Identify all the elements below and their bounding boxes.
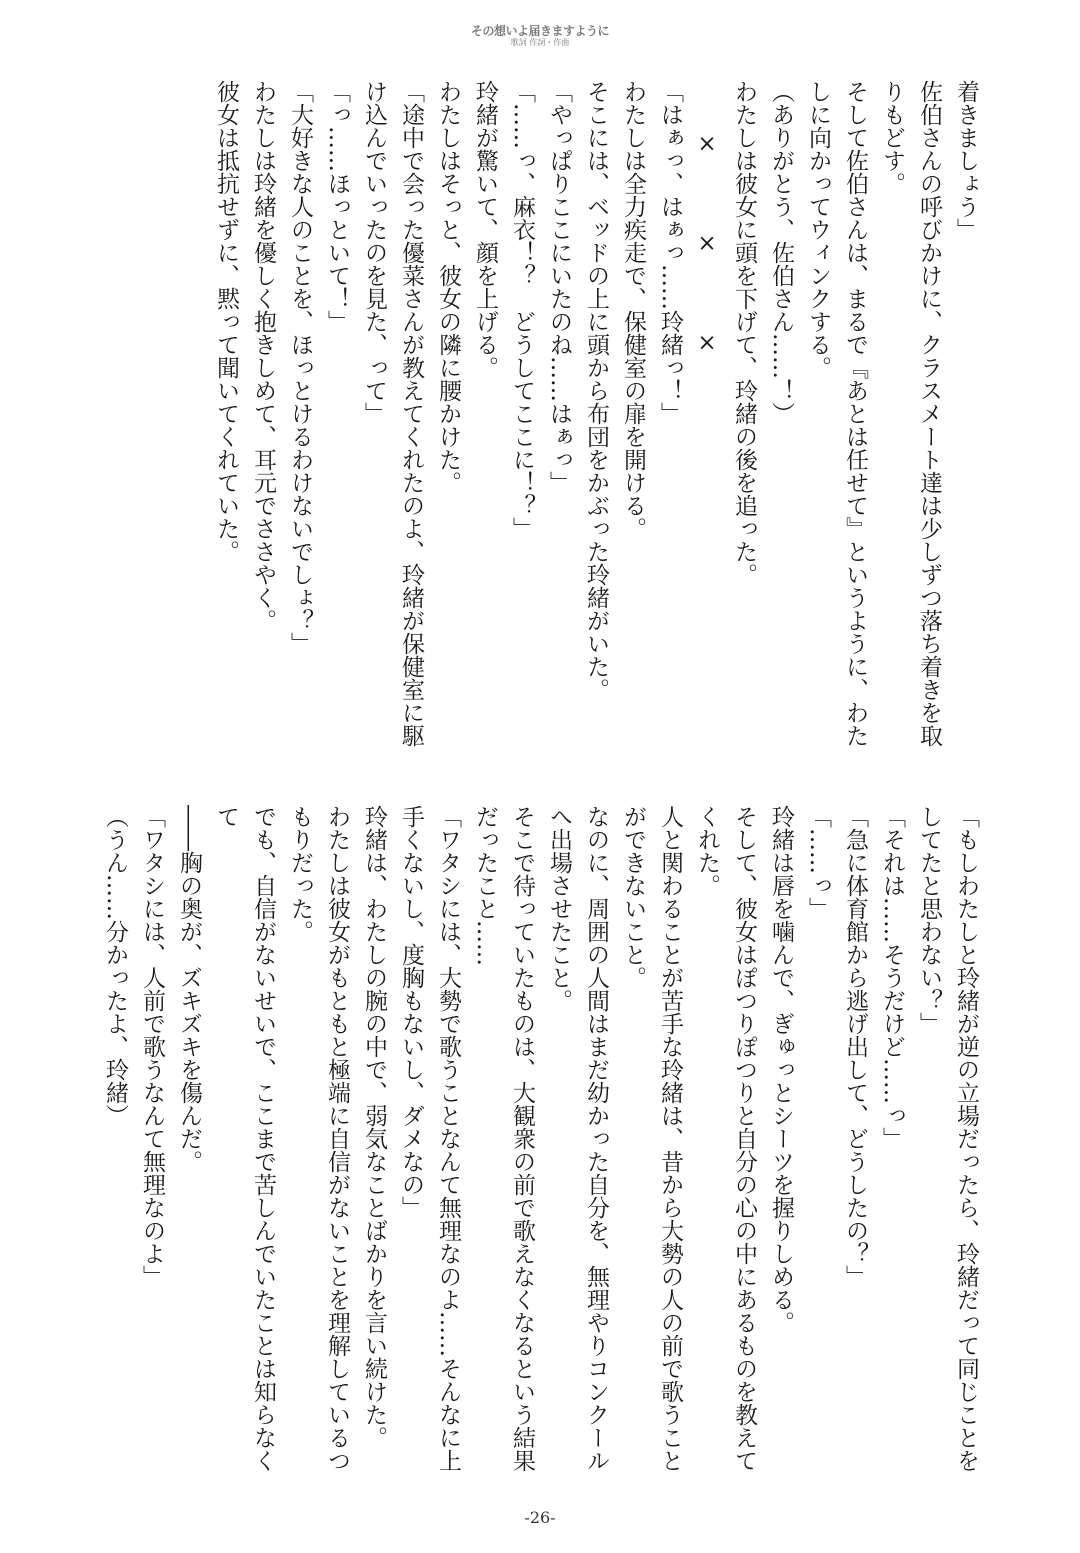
paragraph: 「それは……そうだけど……っ」 — [879, 805, 905, 1150]
paragraph: 玲緒は、わたしの腕の中で、弱気なことばかりを言い続けた。 — [361, 805, 387, 1449]
paragraph: そして佐伯さんは、まるで『あとは任せて』というように、わたしに向かってウィンクする。 — [805, 80, 868, 747]
page-number: -26- — [524, 1508, 556, 1527]
paragraph: 「……っ、麻衣！？ どうしてここに！？」 — [509, 80, 535, 540]
paragraph: 玲緒が驚いて、顔を上げる。 — [472, 80, 498, 379]
paragraph: （ありがとう、佐伯さん……！） — [768, 80, 794, 425]
paragraph: でも、自信がないせいで、ここまで苦しんでいたことは知らなくて — [213, 805, 276, 1472]
paragraph: 「……っ」 — [805, 805, 831, 920]
paragraph: 佐伯さんの呼びかけに、クラスメート達は少しずつ落ち着きを取りもどす。 — [879, 80, 942, 747]
paragraph: 「大好きな人のことを、ほっとけるわけないでしょ？」 — [287, 80, 313, 655]
scene-separator: × × × — [694, 130, 720, 382]
paragraph: 着きましょう」 — [953, 80, 979, 241]
paragraph: 「っ……ほっといて！」 — [324, 80, 350, 333]
paragraph: 「はぁっ、はぁっ……玲緒っ！」 — [657, 80, 683, 425]
paragraph: 玲緒は唇を噛んで、ぎゅっとシーツを握りしめる。 — [768, 805, 794, 1334]
paragraph: 人と関わることが苦手な玲緒は、昔から大勢の人の前で歌うことができないこと。 — [620, 805, 683, 1472]
paragraph: （うん……分かったよ、玲緒） — [102, 805, 128, 1127]
paragraph: そこには、ベッドの上に頭から布団をかぶった玲緒がいた。 — [583, 80, 609, 701]
paragraph: 「急に体育館から逃げ出して、どうしたの？」 — [842, 805, 868, 1288]
page-header — [470, 24, 610, 48]
paragraph: 「ワタシには、人前で歌うなんて無理なのよ」 — [139, 805, 165, 1288]
paragraph: そこで待っていたものは、大観衆の前で歌えなくなるという結果だったこと…… — [472, 805, 535, 1472]
text-block-upper — [213, 80, 984, 760]
header-subtitle: 歌詞 作詞・作曲 — [510, 38, 570, 47]
paragraph: わたしは彼女に頭を下げて、玲緒の後を追った。 — [731, 80, 757, 586]
paragraph: わたしは全力疾走で、保健室の扉を開ける。 — [620, 80, 646, 540]
header-title: その想いよ届きますように — [470, 24, 609, 38]
paragraph: 「ワタシには、大勢で歌うことなんて無理なのよ……そんなに上手くないし、度胸もないし、ダメなの」 — [398, 805, 461, 1472]
paragraph: わたしはそっと、彼女の隣に腰かけた。 — [435, 80, 461, 494]
paragraph: そして、彼女はぽつりぽつりと自分の心の中にあるものを教えてくれた。 — [694, 805, 757, 1472]
paragraph: 彼女は抵抗せずに、黙って聞いてくれていた。 — [213, 80, 239, 563]
paragraph: 「やっぱりここにいたのね……はぁっ」 — [546, 80, 572, 494]
paragraph: 「もしわたしと玲緒が逆の立場だったら、玲緒だって同じことをしてたと思わない？」 — [916, 805, 979, 1472]
paragraph: ――胸の奥が、ズキズキを傷んだ。 — [176, 805, 202, 1173]
paragraph: わたしは玲緒を優しく抱きしめて、耳元でささやく。 — [250, 80, 276, 632]
text-block-lower — [102, 805, 984, 1485]
paragraph: わたしは彼女がもともと極端に自信がないことを理解しているつもりだった。 — [287, 805, 350, 1472]
paragraph: 「途中で会った優菜さんが教えてくれたのよ、玲緒が保健室に駆け込んでいったのを見た、って」 — [361, 80, 424, 747]
paragraph: なのに、周囲の人間はまだ幼かった自分を、無理やりコンクールへ出場させたこと。 — [546, 805, 609, 1472]
